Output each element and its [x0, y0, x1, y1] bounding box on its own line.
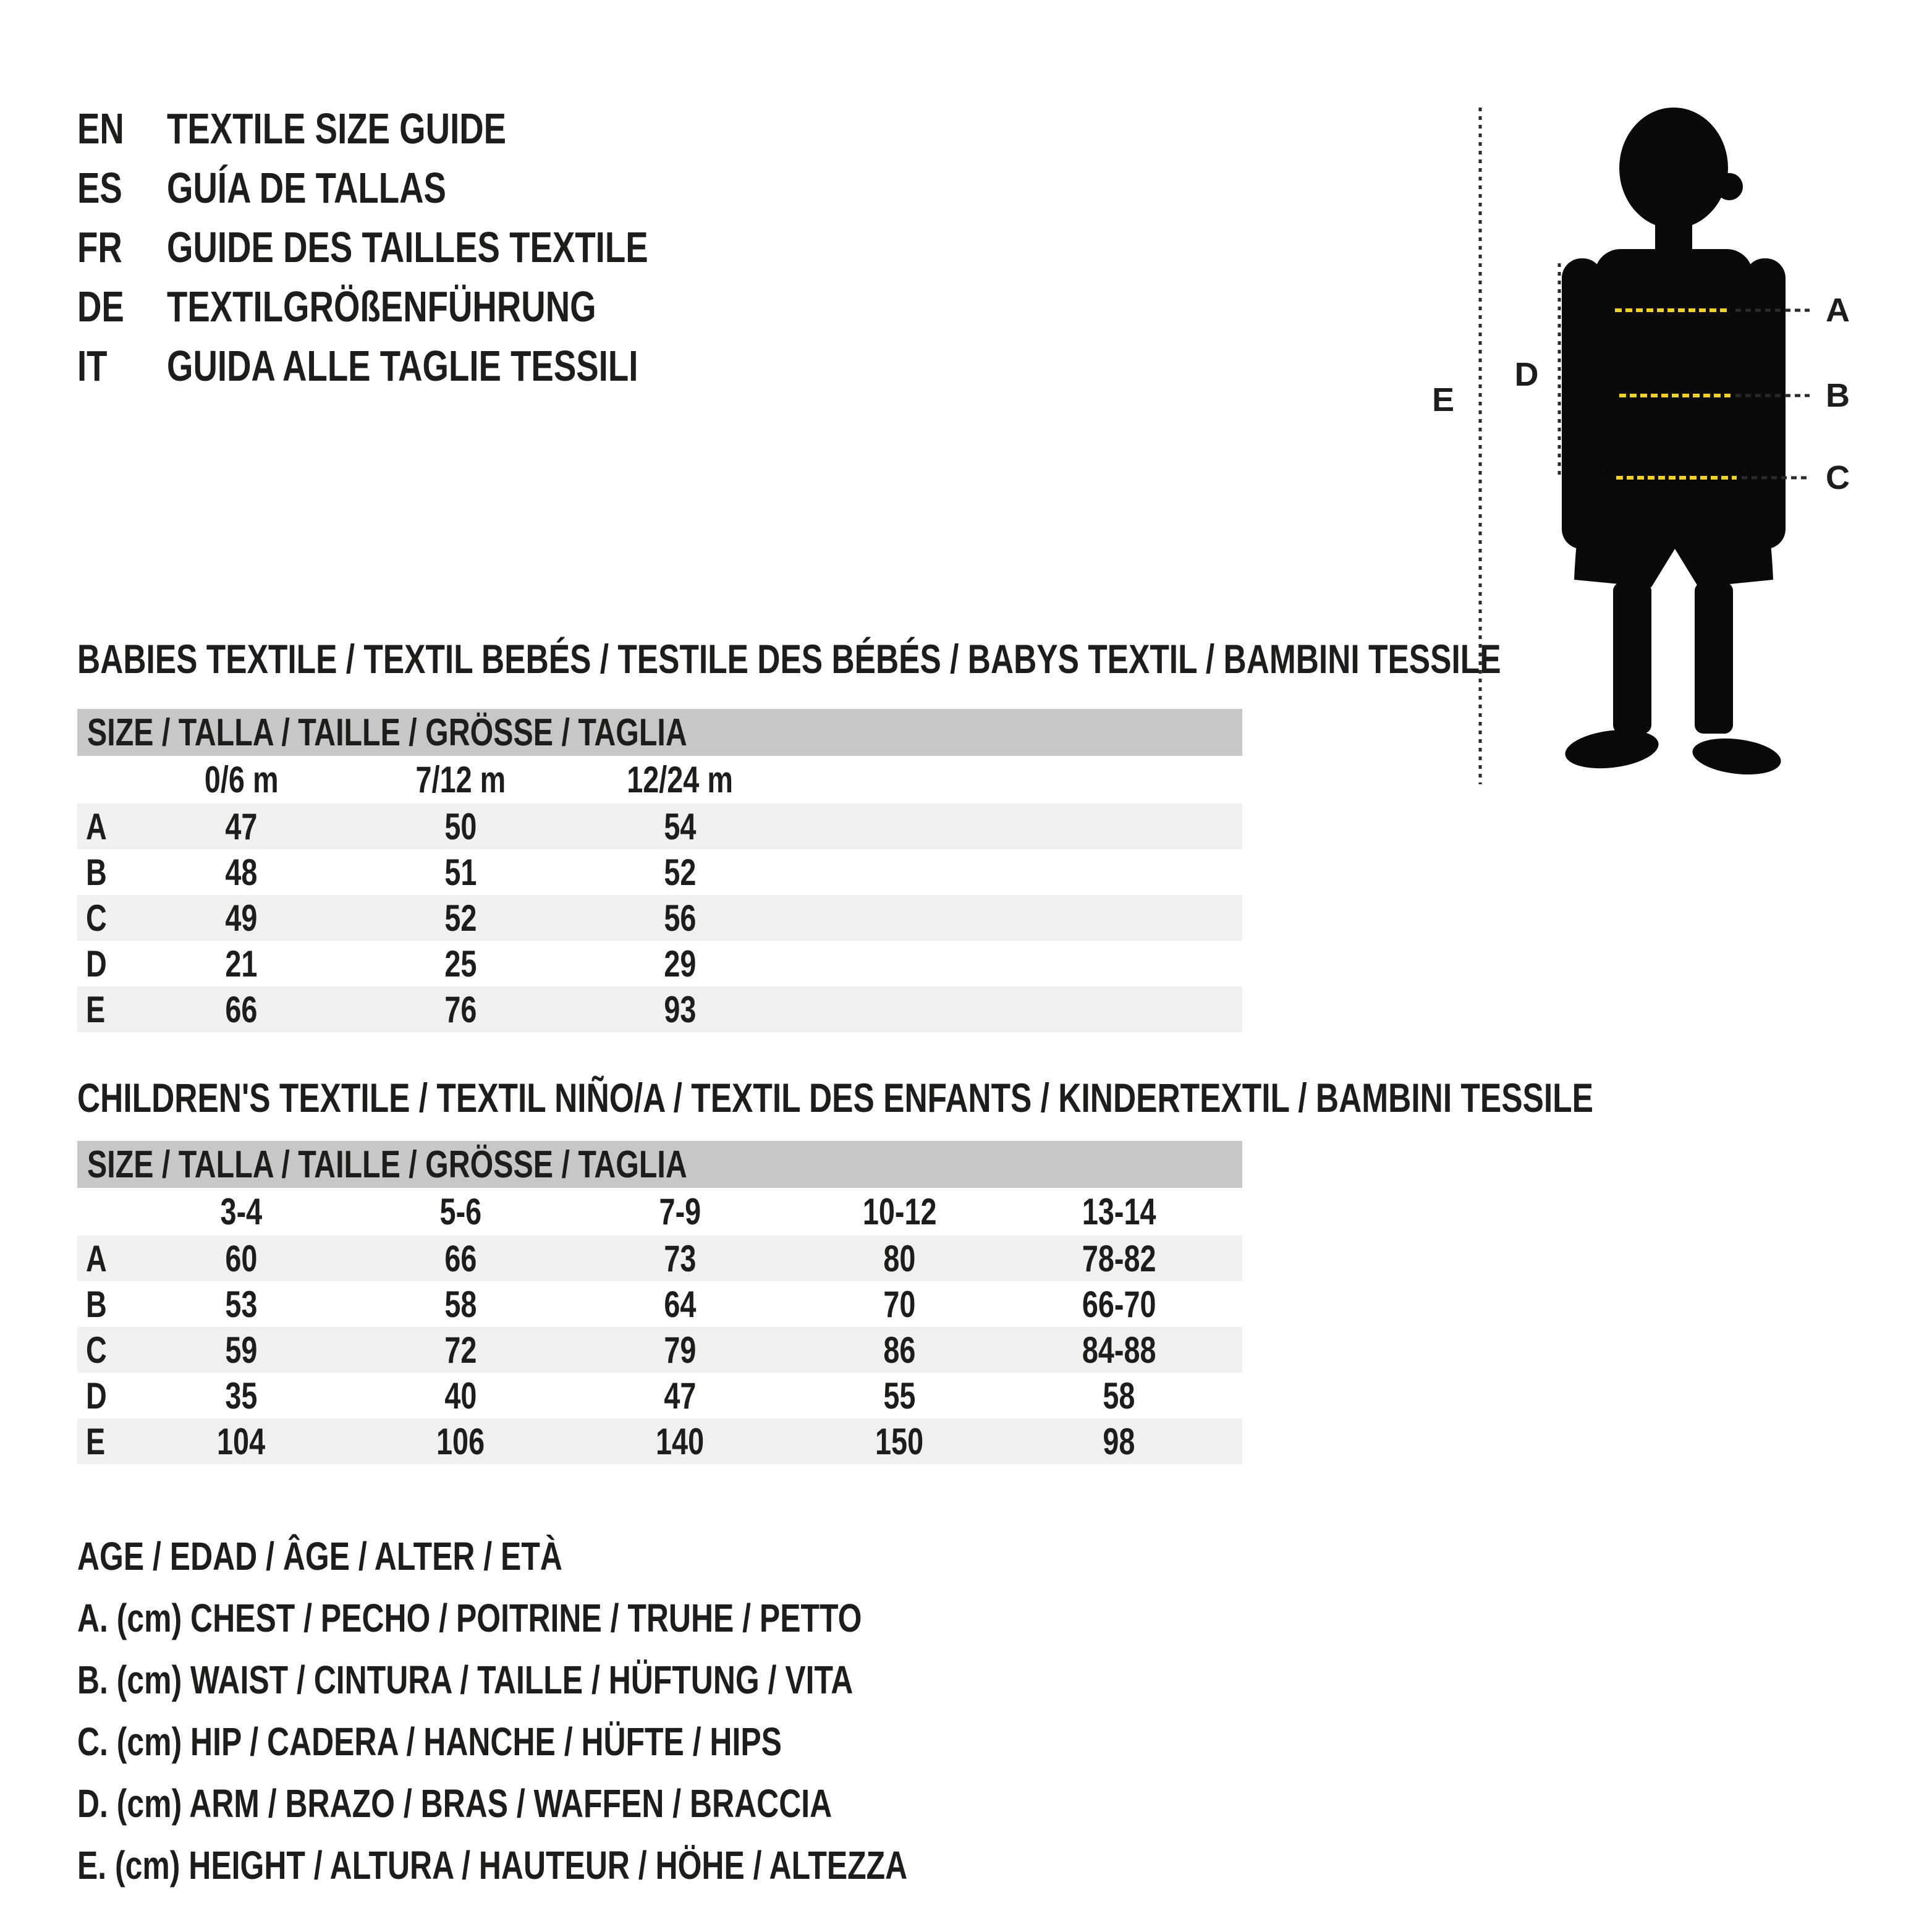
- size-header-text: SIZE / TALLA / TAILLE / GRÖSSE / TAGLIA: [87, 711, 687, 754]
- table-row-d: [77, 941, 1242, 986]
- size-value-cell: 58: [1103, 1375, 1135, 1417]
- legend-line-age: AGE / EDAD / ÂGE / ALTER / ETÀ: [77, 1534, 562, 1578]
- size-value-cell: 98: [1103, 1420, 1135, 1462]
- legend-line-height: E. (cm) HEIGHT / ALTURA / HAUTEUR / HÖHE / ALTEZZA: [77, 1843, 908, 1888]
- row-label: A: [86, 1237, 107, 1279]
- size-value-cell: 25: [444, 943, 477, 985]
- babies-section-title-text: BABIES TEXTILE / TEXTIL BEBÉS / TESTILE DES BÉBÉS / BABYS TEXTIL / BAMBINI TESSILE: [77, 636, 1501, 682]
- column-label: 10-12: [862, 1191, 937, 1232]
- size-value-cell: 21: [225, 943, 258, 985]
- table-row-e: [77, 986, 1242, 1032]
- children-size-header-bar: [77, 1141, 1242, 1188]
- table-row-b: [77, 1281, 1242, 1327]
- size-value-cell: 59: [225, 1329, 258, 1371]
- column-label: 13-14: [1082, 1191, 1156, 1232]
- size-value-cell: 66: [444, 1237, 477, 1279]
- size-value-cell: 52: [444, 897, 477, 939]
- measure-label-b: B: [1826, 377, 1850, 414]
- size-value-cell: 84-88: [1082, 1329, 1156, 1371]
- language-title-list: [77, 99, 784, 396]
- measure-label-a: A: [1826, 292, 1850, 329]
- measure-label-d: D: [1514, 356, 1539, 393]
- size-value-cell: 58: [444, 1283, 477, 1325]
- silhouette-torso: [1595, 249, 1753, 478]
- babies-column-header-row: [77, 756, 1242, 803]
- table-row-b: [77, 849, 1242, 895]
- language-title: GUÍA DE TALLAS: [167, 164, 446, 212]
- legend-line-waist: B. (cm) WAIST / CINTURA / TAILLE / HÜFTUNG / VITA: [77, 1658, 854, 1702]
- table-row-c: [77, 1327, 1242, 1373]
- size-value-cell: 35: [225, 1375, 258, 1417]
- row-label: E: [86, 988, 106, 1030]
- children-section-title: [77, 1074, 1932, 1121]
- size-value-cell: 66: [225, 988, 258, 1030]
- language-code: ES: [77, 164, 122, 212]
- children-section-title-text: CHILDREN'S TEXTILE / TEXTIL NIÑO/A / TEXTIL DES ENFANTS / KINDERTEXTIL / BAMBINI TESSILE: [77, 1075, 1593, 1121]
- row-label: C: [86, 1329, 107, 1371]
- language-code: FR: [77, 223, 122, 271]
- column-label: 7/12 m: [415, 759, 506, 800]
- table-row-c: [77, 895, 1242, 941]
- language-code: IT: [77, 342, 108, 390]
- language-title: TEXTILE SIZE GUIDE: [167, 104, 507, 153]
- size-value-cell: 106: [436, 1420, 485, 1462]
- size-value-cell: 52: [664, 851, 697, 893]
- column-label: 0/6 m: [204, 759, 279, 800]
- size-value-cell: 78-82: [1082, 1237, 1156, 1279]
- row-label: D: [86, 943, 107, 985]
- language-row-es: [77, 158, 784, 218]
- silhouette-right-shoe: [1690, 734, 1783, 779]
- language-title: TEXTILGRÖßENFÜHRUNG: [167, 282, 596, 331]
- size-value-cell: 48: [225, 851, 258, 893]
- size-value-cell: 54: [664, 805, 697, 847]
- size-value-cell: 72: [444, 1329, 477, 1371]
- row-label: D: [86, 1375, 107, 1417]
- table-row-a: [77, 1235, 1242, 1281]
- size-value-cell: 93: [664, 988, 697, 1030]
- babies-size-header-bar: [77, 709, 1242, 756]
- language-code: DE: [77, 282, 124, 331]
- column-label: 3-4: [220, 1191, 263, 1232]
- language-row-it: [77, 336, 784, 396]
- children-size-table: [77, 1141, 1242, 1464]
- size-value-cell: 79: [664, 1329, 697, 1371]
- size-value-cell: 53: [225, 1283, 258, 1325]
- table-row-e: [77, 1418, 1242, 1464]
- table-row-d: [77, 1373, 1242, 1418]
- language-row-en: [77, 99, 784, 158]
- size-value-cell: 73: [664, 1237, 697, 1279]
- column-label: 7-9: [659, 1191, 701, 1232]
- measurement-figure: [1409, 93, 1866, 797]
- legend-line-hip: C. (cm) HIP / CADERA / HANCHE / HÜFTE / HIPS: [77, 1719, 782, 1764]
- language-title: GUIDE DES TAILLES TEXTILE: [167, 223, 648, 271]
- row-label: A: [86, 805, 107, 847]
- language-code: EN: [77, 104, 124, 153]
- language-row-de: [77, 277, 784, 336]
- legend-line-chest: A. (cm) CHEST / PECHO / POITRINE / TRUHE / PETTO: [77, 1596, 862, 1640]
- children-column-header-row: [77, 1188, 1242, 1235]
- size-value-cell: 70: [883, 1283, 916, 1325]
- legend-line-arm: D. (cm) ARM / BRAZO / BRAS / WAFFEN / BRACCIA: [77, 1781, 833, 1826]
- size-value-cell: 150: [875, 1420, 924, 1462]
- language-title: GUIDA ALLE TAGLIE TESSILI: [167, 342, 638, 390]
- row-label: C: [86, 897, 107, 939]
- silhouette-shorts: [1574, 471, 1773, 587]
- size-header-text: SIZE / TALLA / TAILLE / GRÖSSE / TAGLIA: [87, 1143, 687, 1186]
- silhouette-ear: [1716, 173, 1743, 200]
- table-row-a: [77, 803, 1242, 849]
- size-value-cell: 50: [444, 805, 477, 847]
- size-value-cell: 64: [664, 1283, 697, 1325]
- size-value-cell: 76: [444, 988, 477, 1030]
- size-value-cell: 49: [225, 897, 258, 939]
- measure-label-c: C: [1826, 459, 1850, 496]
- language-row-fr: [77, 218, 784, 277]
- size-value-cell: 56: [664, 897, 697, 939]
- size-value-cell: 51: [444, 851, 477, 893]
- size-value-cell: 80: [883, 1237, 916, 1279]
- column-label: 5-6: [439, 1191, 482, 1232]
- size-value-cell: 29: [664, 943, 697, 985]
- size-value-cell: 55: [883, 1375, 916, 1417]
- size-value-cell: 47: [225, 805, 258, 847]
- column-label: 12/24 m: [627, 759, 734, 800]
- size-value-cell: 60: [225, 1237, 258, 1279]
- measurement-legend: [77, 1525, 1142, 1896]
- size-value-cell: 104: [217, 1420, 266, 1462]
- babies-size-table: [77, 709, 1242, 1032]
- measure-label-e: E: [1431, 381, 1455, 418]
- babies-section-title: [77, 635, 1902, 682]
- silhouette-neck: [1655, 210, 1692, 253]
- size-value-cell: 140: [656, 1420, 705, 1462]
- size-value-cell: 66-70: [1082, 1283, 1156, 1325]
- size-value-cell: 40: [444, 1375, 477, 1417]
- size-value-cell: 86: [883, 1329, 916, 1371]
- row-label: B: [86, 851, 107, 893]
- size-value-cell: 47: [664, 1375, 697, 1417]
- row-label: B: [86, 1283, 107, 1325]
- row-label: E: [86, 1420, 106, 1462]
